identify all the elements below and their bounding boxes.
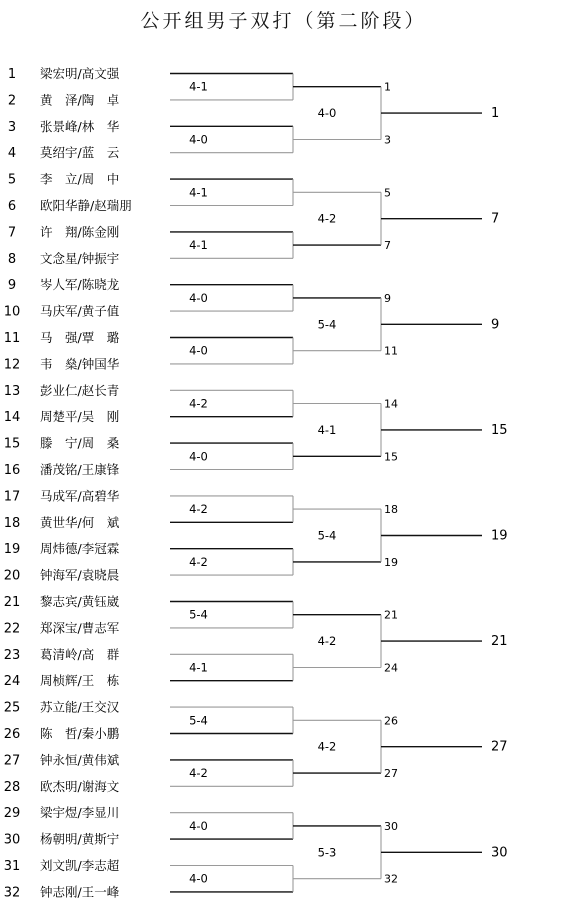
match-score: 4-2 <box>189 502 208 517</box>
seed-number: 23 <box>3 647 21 663</box>
round1-winner-label: 19 <box>384 555 398 569</box>
player-name: 岑人军/陈晓龙 <box>40 277 120 293</box>
match-score: 4-1 <box>189 185 208 200</box>
seed-number: 3 <box>7 119 17 135</box>
player-name: 黄 泽/陶 卓 <box>40 92 120 108</box>
match-score: 4-2 <box>189 766 208 781</box>
page-title: 公开组男子双打（第二阶段） <box>140 10 427 32</box>
player-name: 钟永恒/黄伟斌 <box>40 752 120 768</box>
seed-number: 9 <box>7 278 17 294</box>
player-name: 韦 燊/钟国华 <box>40 356 120 372</box>
player-name: 马成军/高碧华 <box>40 488 120 504</box>
seed-number: 10 <box>3 304 21 320</box>
match-score: 4-0 <box>189 290 208 305</box>
seed-number: 2 <box>7 93 17 109</box>
seed-number: 13 <box>3 383 21 399</box>
round1-winner-label: 32 <box>384 872 398 886</box>
seed-number: 18 <box>3 515 21 531</box>
seed-number: 1 <box>7 67 17 82</box>
player-name: 李 立/周 中 <box>40 171 120 187</box>
seed-number: 14 <box>3 410 21 426</box>
player-name: 杨朝明/黄斯宁 <box>40 831 120 847</box>
player-name: 张景峰/林 华 <box>40 118 120 134</box>
seed-number: 11 <box>3 331 21 346</box>
player-name: 潘茂铭/王康锋 <box>40 462 120 477</box>
round1-winner-label: 14 <box>384 397 398 411</box>
match-score: 4-0 <box>189 818 208 833</box>
match-score: 5-4 <box>189 607 208 622</box>
seed-number: 31 <box>3 859 21 874</box>
seed-number: 30 <box>3 832 21 848</box>
player-name: 文念星/钟振宇 <box>40 250 120 266</box>
round1-winner-label: 5 <box>384 186 391 200</box>
player-name: 欧阳华静/赵瑞朋 <box>40 198 132 213</box>
seed-number: 26 <box>3 727 21 742</box>
player-name: 黎志宾/黄钰崴 <box>40 594 120 609</box>
round1-winner-label: 27 <box>384 767 398 781</box>
match-score: 4-2 <box>189 396 208 411</box>
seed-number: 8 <box>7 251 17 267</box>
seed-number: 16 <box>3 463 21 478</box>
group-winner-label: 19 <box>491 528 508 544</box>
player-name: 陈 哲/秦小鹏 <box>40 726 120 741</box>
match-score: 4-1 <box>317 422 337 437</box>
player-name: 郑深宝/曹志军 <box>40 620 120 636</box>
match-score: 5-4 <box>317 528 337 543</box>
seed-number: 6 <box>7 199 17 214</box>
match-score: 4-1 <box>189 660 208 675</box>
player-name: 黄世华/何 斌 <box>40 514 120 530</box>
group-winner-label: 21 <box>491 634 508 650</box>
round1-winner-label: 11 <box>384 344 398 358</box>
seed-number: 32 <box>3 885 21 900</box>
group-winner-label: 7 <box>491 211 500 227</box>
player-name: 梁宏明/高文强 <box>40 66 120 81</box>
match-score: 4-0 <box>189 343 208 358</box>
match-score: 4-1 <box>189 79 208 94</box>
player-name: 马 强/覃 璐 <box>40 330 120 345</box>
player-name: 梁宇煜/李显川 <box>40 805 120 821</box>
player-name: 欧杰明/谢海文 <box>40 778 120 794</box>
group-winner-label: 1 <box>491 106 500 122</box>
round1-winner-label: 24 <box>384 661 398 675</box>
match-score: 4-2 <box>189 554 208 569</box>
player-name: 许 翔/陈金刚 <box>40 224 120 240</box>
match-score: 4-1 <box>189 238 208 253</box>
seed-number: 28 <box>3 779 21 795</box>
match-score: 4-2 <box>317 634 337 649</box>
group-winner-label: 15 <box>491 422 508 438</box>
player-name: 彭业仁/赵长青 <box>40 382 120 398</box>
seed-number: 17 <box>3 489 21 505</box>
seed-number: 29 <box>3 806 21 822</box>
player-name: 周桢辉/王 栋 <box>40 673 120 689</box>
player-name: 葛清岭/高 群 <box>40 646 120 662</box>
player-name: 钟志刚/王一峰 <box>40 884 120 900</box>
seed-number: 12 <box>3 357 21 373</box>
match-score: 5-3 <box>317 845 337 860</box>
round1-winner-label: 30 <box>384 819 398 833</box>
round1-winner-label: 1 <box>384 80 391 94</box>
player-name: 滕 宁/周 桑 <box>40 435 120 451</box>
match-score: 4-2 <box>317 739 337 754</box>
player-name: 莫绍宇/蓝 云 <box>40 145 120 161</box>
seed-number: 7 <box>7 225 17 241</box>
seed-number: 27 <box>3 753 21 769</box>
match-score: 4-0 <box>189 132 208 147</box>
round1-winner-label: 18 <box>384 503 398 517</box>
seed-number: 19 <box>3 542 21 558</box>
seed-number: 21 <box>3 595 21 610</box>
match-score: 4-0 <box>189 449 208 464</box>
match-score: 4-0 <box>189 871 208 886</box>
round1-winner-label: 15 <box>384 450 398 464</box>
group-winner-label: 30 <box>491 845 508 861</box>
seed-number: 4 <box>7 146 17 162</box>
match-score: 5-4 <box>189 713 208 728</box>
match-score: 5-4 <box>317 317 337 332</box>
player-name: 苏立能/王交汉 <box>40 699 120 715</box>
player-name: 刘文凯/李志超 <box>40 858 120 873</box>
seed-number: 22 <box>3 621 21 637</box>
seed-number: 5 <box>7 172 17 188</box>
match-score: 4-0 <box>317 106 337 121</box>
seed-number: 25 <box>3 700 21 716</box>
round1-winner-label: 9 <box>384 291 391 305</box>
player-name: 周楚平/吴 刚 <box>40 409 120 425</box>
seed-number: 15 <box>3 436 21 452</box>
player-name: 马庆军/黄子值 <box>40 303 120 319</box>
player-name: 钟海军/袁晓晨 <box>40 567 120 583</box>
match-score: 4-2 <box>317 211 337 226</box>
round1-winner-label: 3 <box>384 133 391 147</box>
group-winner-label: 27 <box>491 739 508 755</box>
round1-winner-label: 7 <box>384 239 391 253</box>
round1-winner-label: 26 <box>384 714 398 728</box>
group-winner-label: 9 <box>491 317 500 333</box>
seed-number: 20 <box>3 568 21 584</box>
player-name: 周炜德/李冠霖 <box>40 541 120 557</box>
round1-winner-label: 21 <box>384 608 398 622</box>
seed-number: 24 <box>3 674 21 690</box>
